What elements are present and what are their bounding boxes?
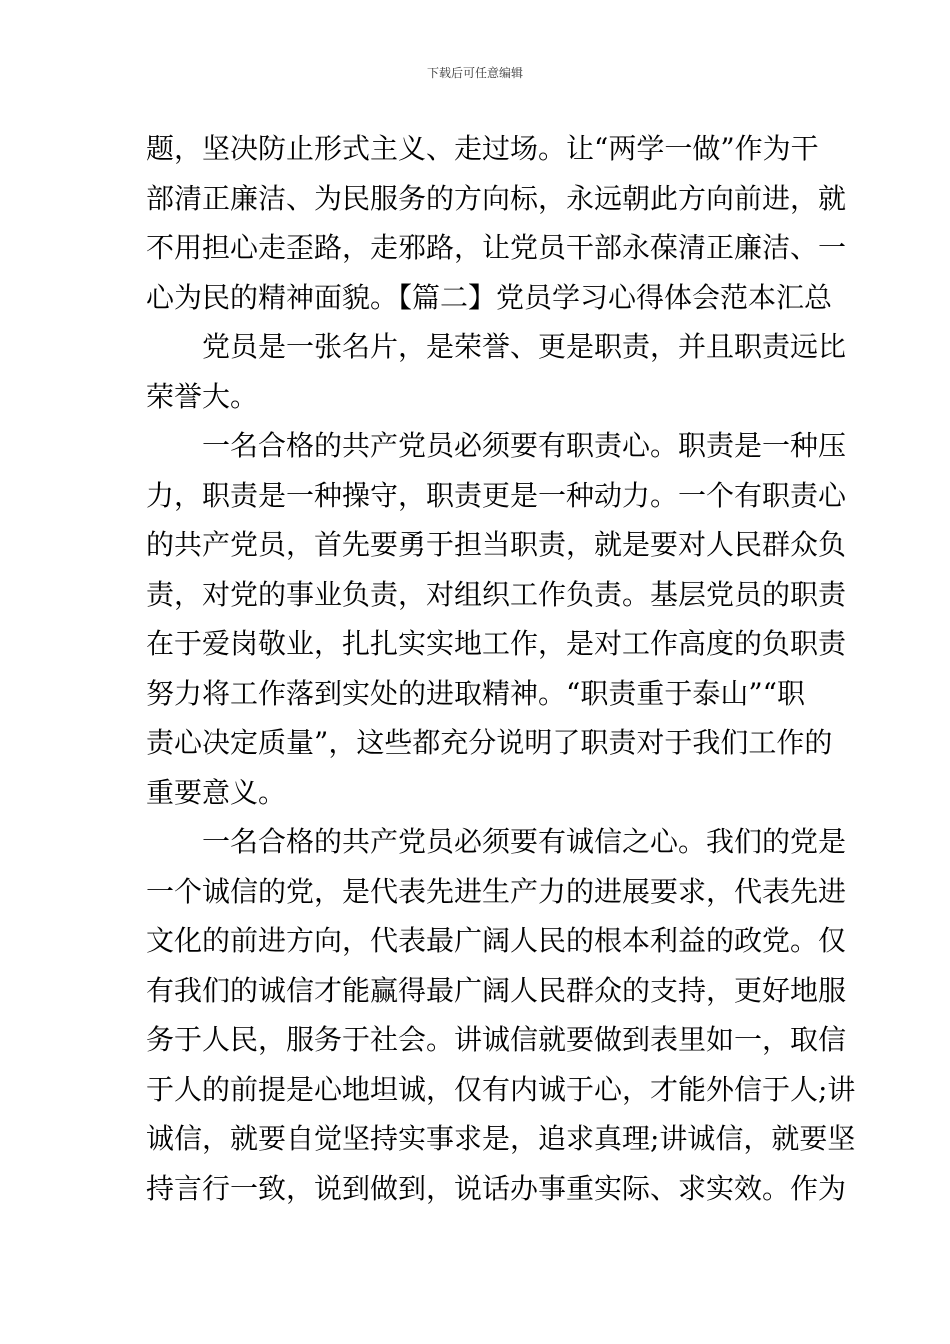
text-line: 持言行一致，说到做到，说话办事重实际、求实效。作为 <box>146 1171 847 1205</box>
text-line: 责，对党的事业负责，对组织工作负责。基层党员的职责 <box>146 577 847 611</box>
paragraph-first-line: 党员是一张名片，是荣誉、更是职责，并且职责远比 <box>202 330 847 363</box>
text-line: 责心决定质量”，这些都充分说明了职责对于我们工作的 <box>146 726 833 759</box>
text-line: 有我们的诚信才能赢得最广阔人民群众的支持，更好地服 <box>146 973 847 1007</box>
page-header: 下载后可任意编辑 <box>426 66 523 80</box>
text-line: 不用担心走歪路，走邪路，让党员干部永葆清正廉洁、一 <box>146 231 847 264</box>
text-line: 力，职责是一种操守，职责更是一种动力。一个有职责心 <box>146 478 847 512</box>
text-line: 在于爱岗敬业，扎扎实实地工作，是对工作高度的负职责 <box>146 627 847 660</box>
document-body <box>146 124 856 1213</box>
text-line: 诚信，就要自觉坚持实事求是，追求真理;讲诚信，就要坚 <box>146 1122 856 1155</box>
text-line: 心为民的精神面貌。【篇二】党员学习心得体会范本汇总 <box>146 280 833 314</box>
text-line: 努力将工作落到实处的进取精神。“职责重于泰山”“职 <box>146 676 805 710</box>
text-line: 部清正廉洁、为民服务的方向标，永远朝此方向前进，就 <box>146 181 847 215</box>
text-line: 文化的前进方向，代表最广阔人民的根本利益的政党。仅 <box>146 924 847 957</box>
text-line: 重要意义。 <box>146 775 287 809</box>
paragraph-first-line: 一名合格的共产党员必须要有职责心。职责是一种压 <box>202 429 847 462</box>
text-line: 一个诚信的党，是代表先进生产力的进展要求，代表先进 <box>146 874 847 908</box>
text-line: 荣誉大。 <box>146 379 259 413</box>
text-line: 的共产党员，首先要勇于担当职责，就是要对人民群众负 <box>146 528 847 561</box>
text-line: 于人的前提是心地坦诚，仅有内诚于心，才能外信于人;讲 <box>146 1072 856 1106</box>
text-line: 务于人民，服务于社会。讲诚信就要做到表里如一，取信 <box>146 1023 847 1056</box>
paragraph-first-line: 一名合格的共产党员必须要有诚信之心。我们的党是 <box>202 825 847 858</box>
text-line: 题，坚决防止形式主义、走过场。让“两学一做”作为干 <box>146 132 819 165</box>
